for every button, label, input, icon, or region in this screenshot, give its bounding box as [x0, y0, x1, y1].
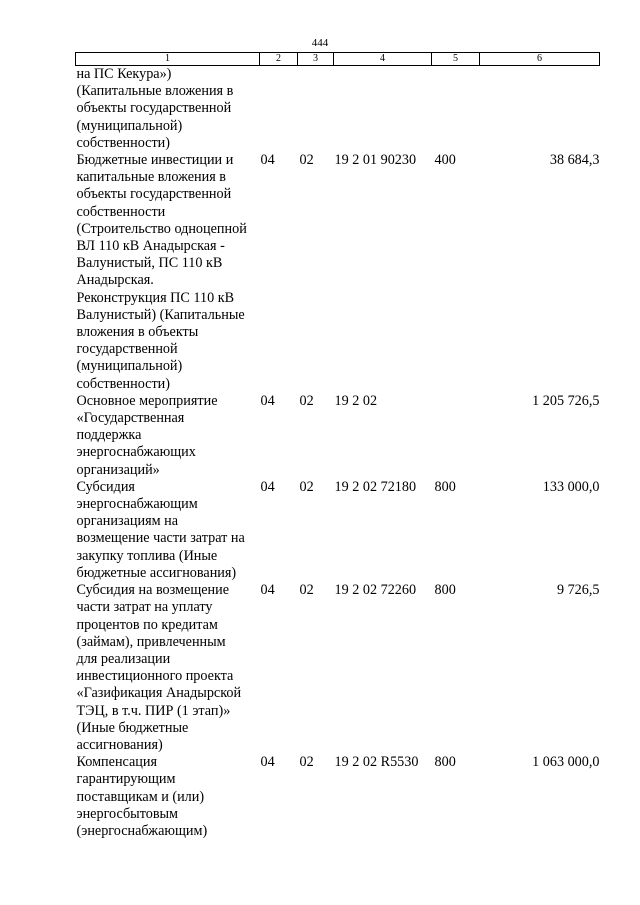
expense-name-line: организациям на: [76, 513, 179, 530]
section-code: 04: [260, 582, 275, 599]
expense-name: [76, 66, 260, 153]
expense-name-line: Реконструкция ПС 110 кВ: [76, 289, 235, 306]
subsection-code: [298, 66, 334, 153]
header-col-3: 3: [298, 53, 334, 66]
expense-name-line: поддержка: [76, 427, 142, 444]
amount-value: 9 726,5: [556, 582, 600, 599]
expense-name-line: (энергоснабжающим): [76, 822, 208, 839]
expense-name-line: процентов по кредитам: [76, 616, 218, 633]
expense-name: [76, 152, 260, 393]
expense-name-line: ТЭЦ, в т.ч. ПИР (1 этап)»: [76, 702, 231, 719]
expense-name-line: энергоснабжающим: [76, 496, 198, 513]
header-col-2: 2: [260, 53, 298, 66]
expense-name: [76, 393, 260, 479]
subsection-code: 02: [299, 152, 314, 169]
expense-name-line: Валунистый) (Капитальные: [76, 306, 245, 323]
subsection-code: 02: [299, 754, 314, 771]
header-col-5: 5: [432, 53, 480, 66]
table-row: [76, 479, 600, 582]
expense-name-line: организаций»: [76, 461, 160, 478]
budget-table: [75, 52, 600, 840]
expense-name-line: Субсидия на возмещение: [76, 582, 230, 599]
expense-name: [76, 582, 260, 754]
table-row: [76, 66, 600, 153]
header-col-1: 1: [76, 53, 260, 66]
expense-type-code: [432, 393, 480, 479]
expense-type-code: 800: [434, 478, 456, 495]
expense-type-code: [432, 66, 480, 153]
table-header-row: [76, 53, 600, 66]
expense-name-line: ассигнования): [76, 736, 163, 753]
expense-name: [76, 479, 260, 582]
page-number: 444: [311, 37, 329, 49]
expense-name-line: объекты государственной: [76, 100, 232, 117]
amount-value: [480, 66, 600, 153]
table-row: [76, 152, 600, 393]
expense-name-line: для реализации: [76, 650, 171, 667]
section-code: 04: [260, 152, 275, 169]
expense-name-line: возмещение части затрат на: [76, 530, 245, 547]
header-col-6: 6: [480, 53, 600, 66]
subsection-code: 02: [299, 582, 314, 599]
expense-name-line: (Капитальные вложения в: [76, 83, 234, 100]
target-article-code: 19 2 02 R5530: [334, 754, 419, 771]
expense-name-line: бюджетные ассигнования): [76, 564, 237, 581]
expense-name-line: Анадырская.: [76, 272, 154, 289]
expense-name-line: поставщикам и (или): [76, 788, 205, 805]
expense-name-line: энергосбытовым: [76, 805, 179, 822]
target-article-code: [334, 66, 432, 153]
table-row: [76, 754, 600, 840]
amount-value: 38 684,3: [549, 152, 600, 169]
expense-name-line: (муниципальной): [76, 358, 183, 375]
target-article-code: 19 2 01 90230: [334, 152, 417, 169]
amount-value: 133 000,0: [542, 478, 600, 495]
expense-name-line: собственности): [76, 375, 170, 392]
subsection-code: 02: [299, 392, 314, 409]
expense-name-line: «Газификация Анадырской: [76, 685, 242, 702]
section-code: 04: [260, 754, 275, 771]
expense-type-code: 800: [434, 582, 456, 599]
table-row: [76, 393, 600, 479]
amount-value: 1 063 000,0: [532, 754, 600, 771]
expense-name-line: на ПС Кекура»): [76, 66, 172, 82]
expense-name-line: капитальные вложения в: [76, 169, 226, 186]
expense-name-line: Бюджетные инвестиции и: [76, 152, 234, 169]
subsection-code: 02: [299, 478, 314, 495]
expense-name-line: энергоснабжающих: [76, 444, 196, 461]
section-code: 04: [260, 392, 275, 409]
expense-name-line: государственной: [76, 341, 178, 358]
amount-value: 1 205 726,5: [532, 392, 600, 409]
expense-name-line: инвестиционного проекта: [76, 668, 234, 685]
expense-name-line: Компенсация: [76, 754, 158, 771]
section-code: 04: [260, 478, 275, 495]
target-article-code: 19 2 02: [334, 392, 378, 409]
expense-name-line: Субсидия: [76, 478, 135, 495]
expense-name-line: (Иные бюджетные: [76, 719, 189, 736]
target-article-code: 19 2 02 72180: [334, 478, 417, 495]
expense-name-line: (муниципальной): [76, 117, 183, 134]
expense-name-line: Основное мероприятие: [76, 392, 218, 409]
expense-type-code: 400: [434, 152, 456, 169]
target-article-code: 19 2 02 72260: [334, 582, 417, 599]
table-row: [76, 582, 600, 754]
expense-name-line: вложения в объекты: [76, 324, 199, 341]
expense-name-line: ВЛ 110 кВ Анадырская -: [76, 238, 225, 255]
expense-name-line: закупку топлива (Иные: [76, 547, 218, 564]
expense-name-line: Валунистый, ПС 110 кВ: [76, 255, 223, 272]
expense-name-line: гарантирующим: [76, 771, 176, 788]
expense-name-line: (Строительство одноцепной: [76, 220, 247, 237]
section-code: [260, 66, 298, 153]
header-col-4: 4: [334, 53, 432, 66]
expense-name-line: части затрат на уплату: [76, 599, 213, 616]
expense-name-line: (займам), привлеченным: [76, 633, 226, 650]
expense-name-line: собственности): [76, 134, 170, 151]
expense-name-line: объекты государственной: [76, 186, 232, 203]
expense-name: [76, 754, 260, 840]
expense-name-line: собственности: [76, 203, 166, 220]
expense-type-code: 800: [434, 754, 456, 771]
expense-name-line: «Государственная: [76, 410, 185, 427]
